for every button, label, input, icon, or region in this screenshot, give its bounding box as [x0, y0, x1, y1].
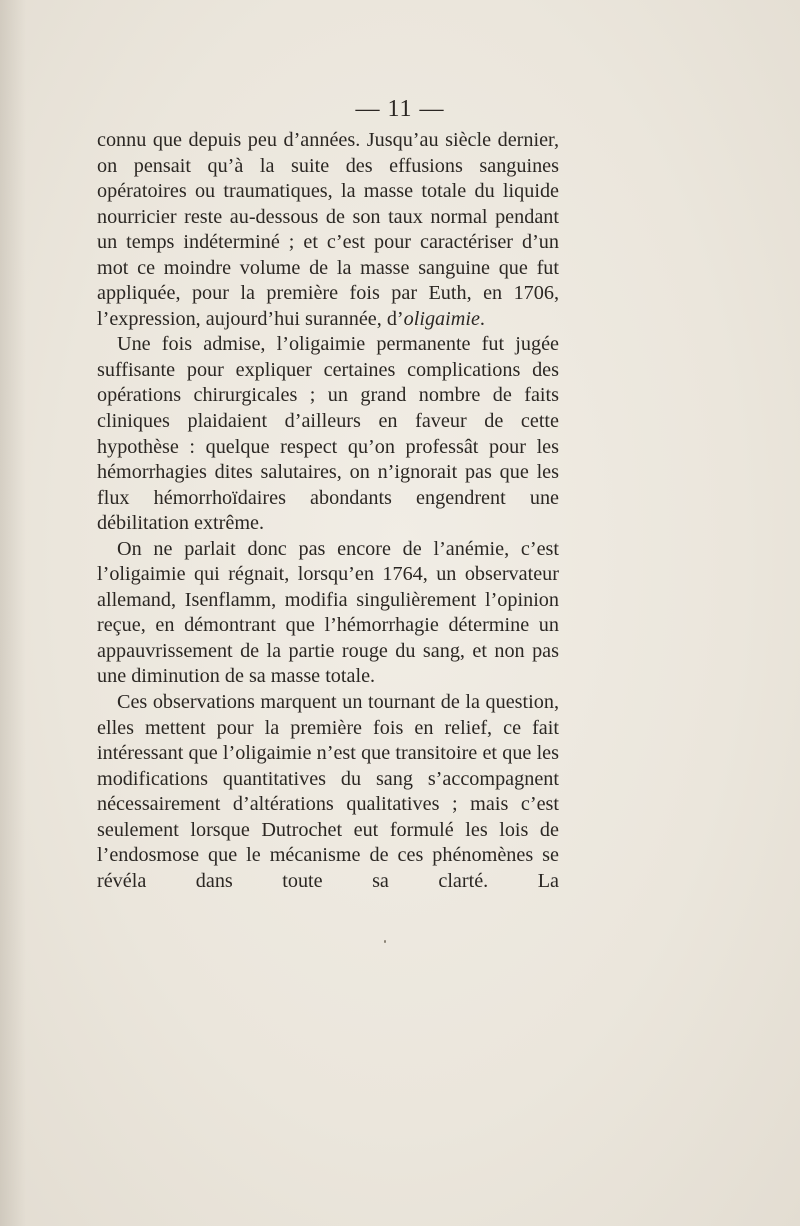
- paragraph-1-end: .: [479, 307, 485, 330]
- paragraph-4: Ces observations marquent un tournant de la question, elles mettent pour la première fois en relief, ce fait intéressant que l’oligaimie n’est que transitoire et que les modifications quantitatives du sang s’accompagnent nécessairement d’altérations qualitatives ; mais c’est seulement lorsque Dutrochet eut formulé les lois de l’endosmose que le mécanisme de ces phénomènes se révéla dans toute sa clarté. La: [97, 691, 559, 892]
- paragraph-1-text: connu que depuis peu d’années. Jusqu’au siècle dernier, on pensait qu’à la suite des effusions sanguines opératoires ou traumatiques, la masse totale du liquide nourricier reste au-dessous de son taux normal pendant un temps indéterminé ; et c’est pour caractériser d’un mot ce moindre volume de la masse sanguine que fut appliquée, pour la première fois par Euth, en 1706, l’expression, aujourd’hui surannée, d’: [97, 129, 559, 330]
- body-text: [97, 128, 559, 894]
- italic-term-oligaimie: oligaimie: [403, 307, 480, 330]
- paper-speck: [384, 940, 386, 943]
- page-number: — 11 —: [355, 96, 445, 122]
- paragraph-2: Une fois admise, l’oligaimie permanente fut jugée suffisante pour expliquer certaines complications des opérations chirurgicales ; un grand nombre de faits cliniques plaidaient d’ailleurs en faveur de cette hypothèse : quelque respect qu’on professât pour les hémorrhagies dites salutaires, on n’ignorait pas que les flux hémorrhoïdaires abondants engendrent une débilitation extrême.: [97, 333, 559, 535]
- paragraph-1: [97, 128, 559, 332]
- paragraph-3: On ne parlait donc pas encore de l’anémie, c’est l’oligaimie qui régnait, lorsqu’en 1764, un observateur allemand, Isenflamm, modifia singulièrement l’opinion reçue, en démontrant que l’hémorrhagie détermine un appauvrissement de la partie rouge du sang, et non pas une diminution de sa masse totale.: [97, 537, 559, 688]
- spine-shadow: [0, 0, 26, 1226]
